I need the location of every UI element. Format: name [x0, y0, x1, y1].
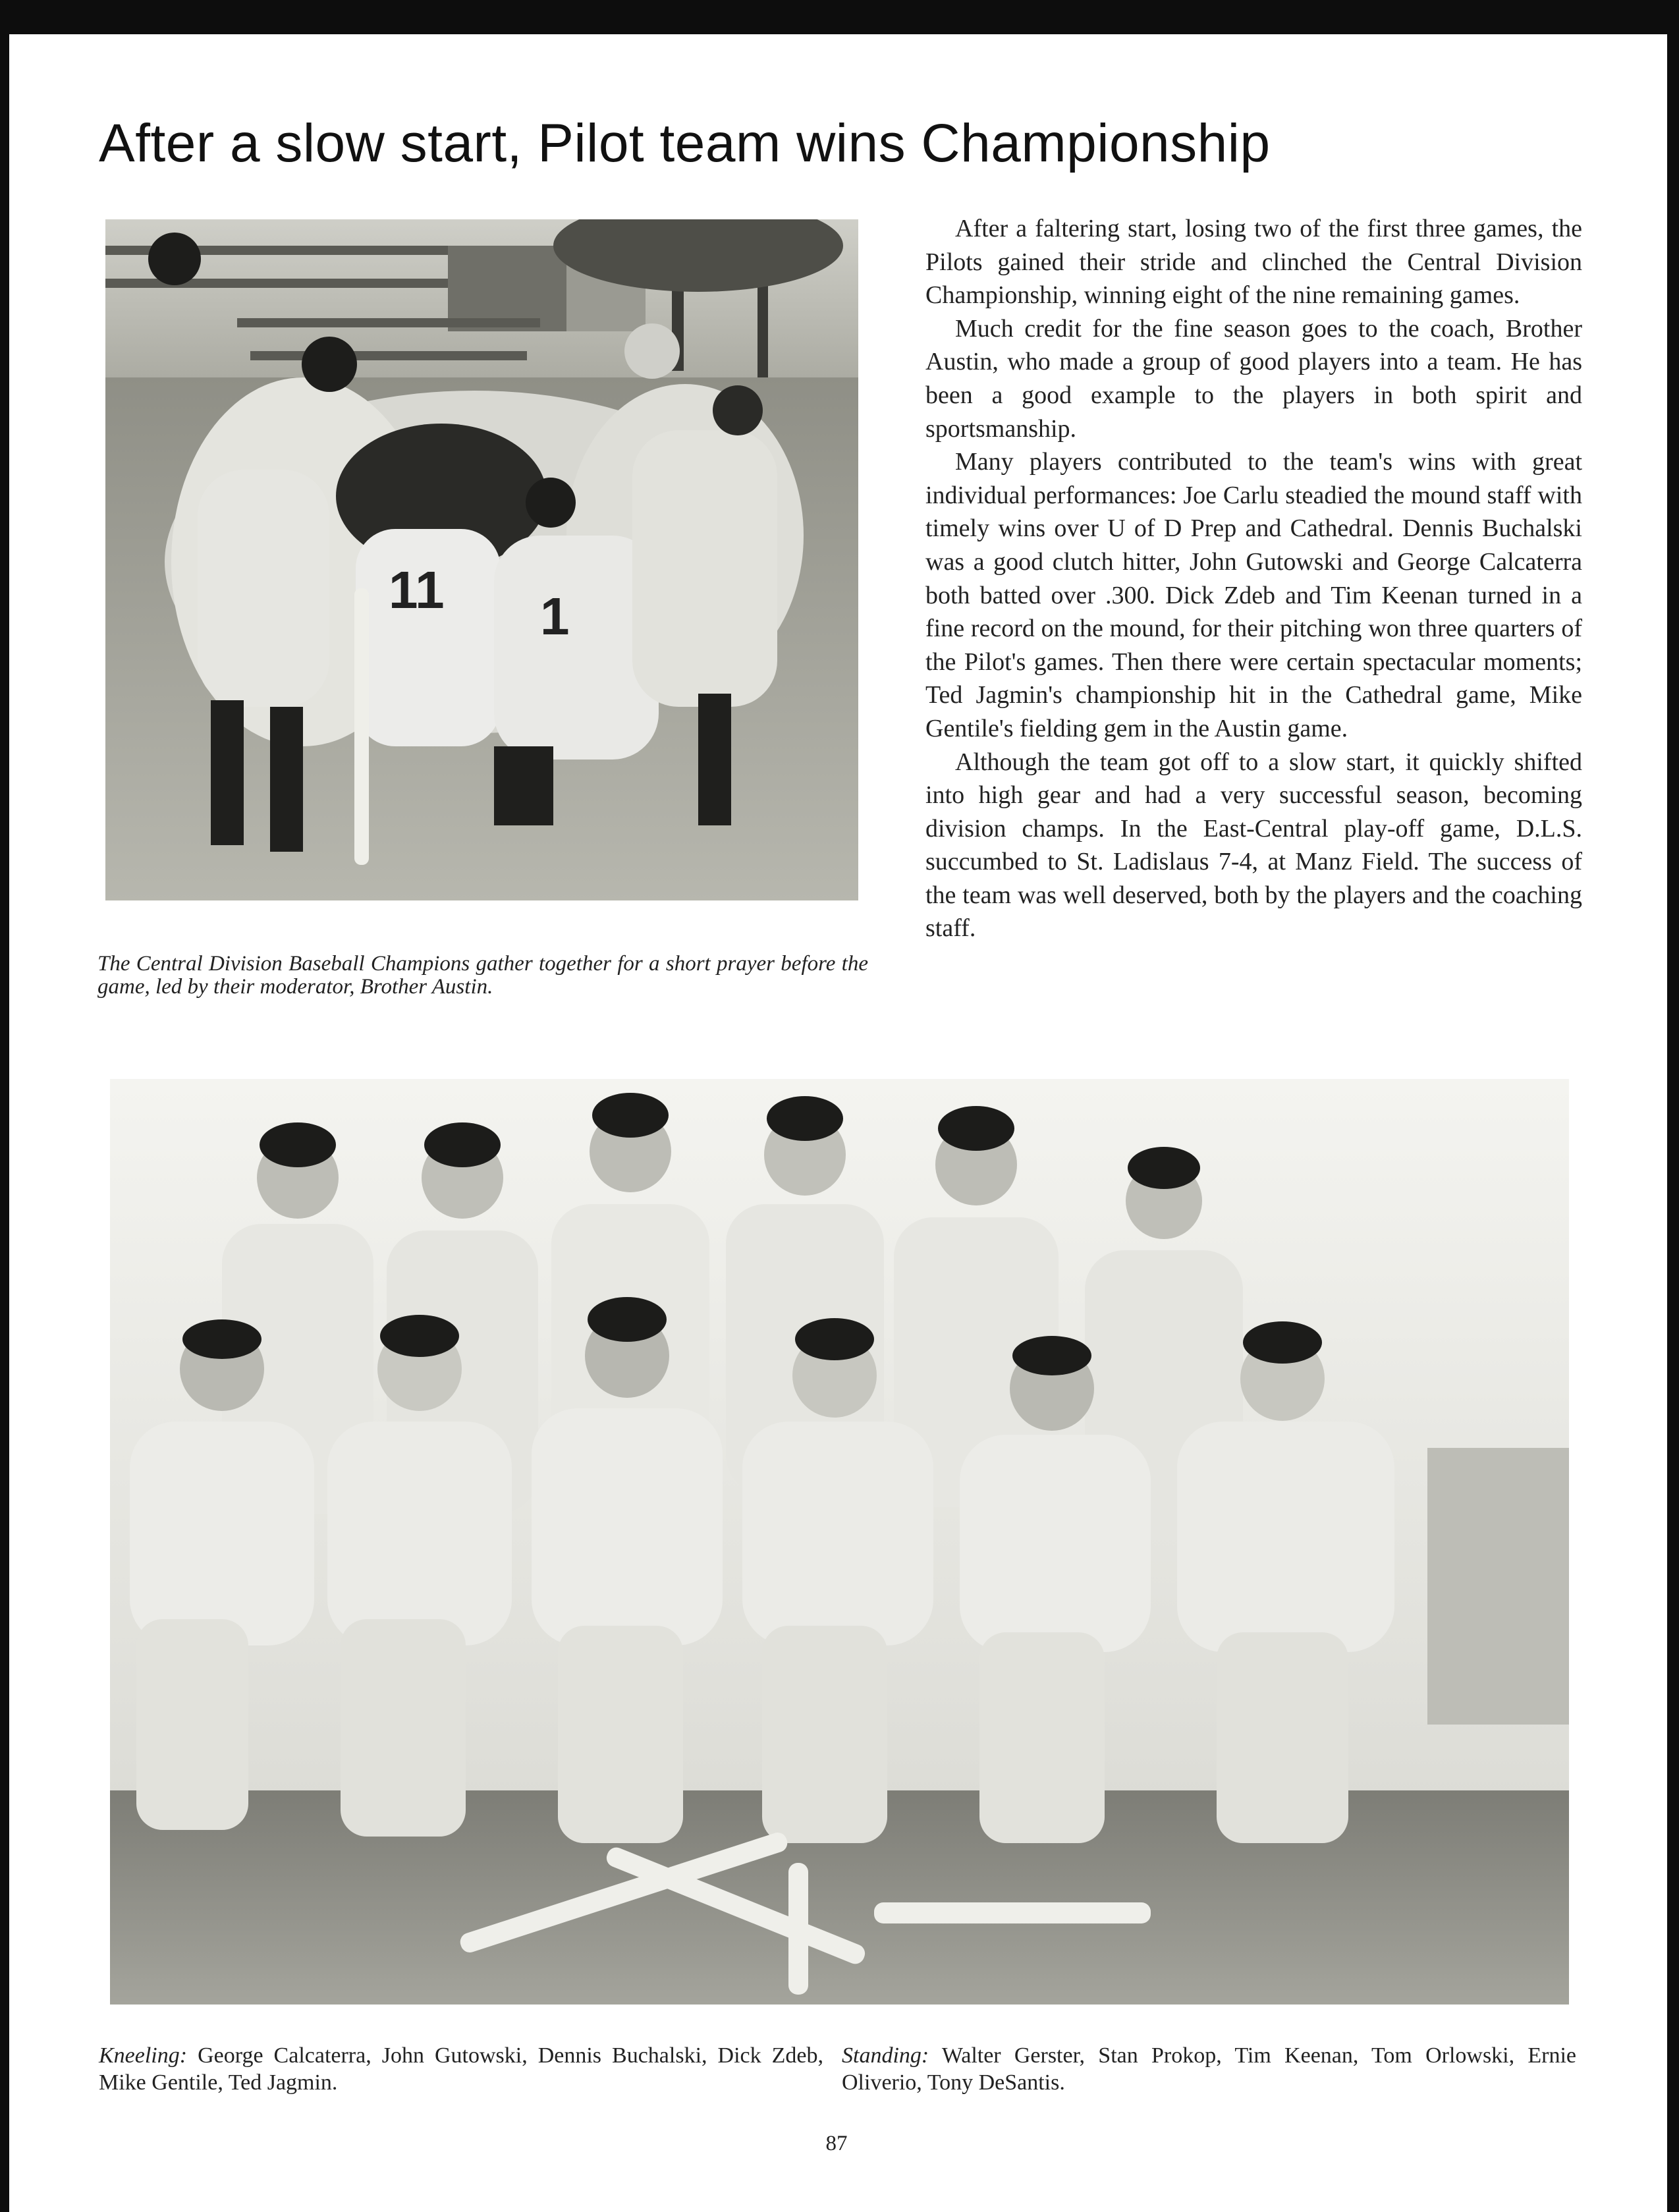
article-paragraph: After a faltering start, losing two of the first three games, the Pilots gained their stride and clinched the Central Division Championship, winning eight of the nine remaining games.: [925, 215, 1582, 310]
huddle-jersey-number-1: 1: [540, 587, 570, 646]
kneeling-names: George Calcaterra, John Gutowski, Dennis Buchalski, Dick Zdeb, Mike Gentile, Ted Jagmin.: [99, 2043, 823, 2095]
article-paragraph: Although the team got off to a slow start, it quickly shifted into high gear and had a very successful season, becoming division champs. In the East-Central play-off game, D.L.S. succumbed to St. Ladislaus 7-4, at Manz Field. The success of the team was well deserved, both by the players and the coaching staff.: [925, 748, 1582, 943]
page-title: After a slow start, Pilot team wins Championship: [99, 113, 1271, 173]
team-photo-illustration: [110, 1079, 1569, 2005]
article-paragraph: Much credit for the fine season goes to the coach, Brother Austin, who made a group of good players into a team. He has been a good example to the players in both spirit and sportsmanship.: [925, 314, 1582, 443]
page-number: 87: [825, 2132, 848, 2155]
kneeling-caption: [99, 2042, 823, 2096]
article-body: [925, 212, 1582, 945]
huddle-photo: [105, 219, 858, 900]
scan-border-right: [1667, 0, 1679, 2212]
article-paragraph: Many players contributed to the team's wins with great individual performances: Joe Carlu steadied the mound staff with timely wins over U of D Prep and Cathedral. Dennis Buchalski was a good clutch hitter, John Gutowski and George Calcaterra both batted over .300. Dick Zdeb and Tim Keenan turned in a fine record on the mound, for their pitching won three quarters of the Pilot's games. Then there were certain spectacular moments; Ted Jagmin's championship hit in the Cathedral game, Mike Gentile's fielding gem in the Austin game.: [925, 448, 1582, 742]
scan-border-top: [0, 0, 1679, 34]
huddle-jersey-number-11: 11: [389, 561, 445, 619]
standing-label: Standing:: [842, 2043, 929, 2068]
scan-border-left: [0, 0, 9, 2212]
huddle-photo-illustration: [105, 219, 858, 900]
huddle-photo-caption: The Central Division Baseball Champions gather together for a short prayer before the game, led by their moderator, Brother Austin.: [97, 952, 868, 999]
kneeling-label: Kneeling:: [99, 2043, 188, 2068]
standing-names: Walter Gerster, Stan Prokop, Tim Keenan, Tom Orlowski, Ernie Oliverio, Tony DeSantis.: [842, 2043, 1577, 2095]
team-photo: [110, 1079, 1569, 2005]
standing-caption: [842, 2042, 1576, 2096]
